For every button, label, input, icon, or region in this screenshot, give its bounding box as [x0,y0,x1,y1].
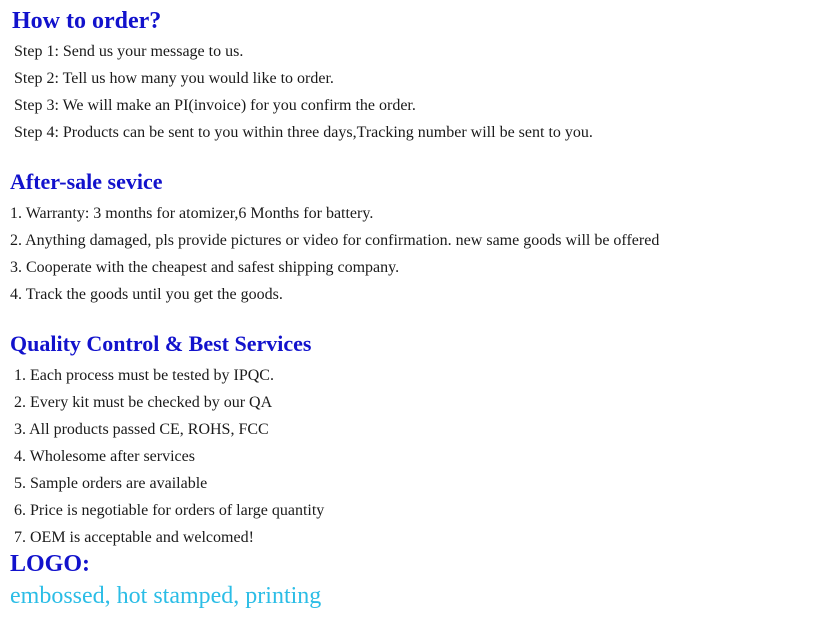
logo-heading: LOGO: [10,551,91,577]
after-sale-item-3: 3. Cooperate with the cheapest and safest shipping company. [10,259,400,276]
after-sale-item-2: 2. Anything damaged, pls provide pictures or video for confirmation. new same goods will be offered [10,232,660,249]
quality-list [14,362,324,551]
quality-item-3: 3. All products passed CE, ROHS, FCC [14,421,269,438]
after-sale-heading: After-sale sevice [10,169,163,194]
how-to-order-heading: How to order? [12,8,162,34]
quality-item-1: 1. Each process must be tested by IPQC. [14,367,274,384]
quality-item-4: 4. Wholesome after services [14,448,195,465]
quality-item-5: 5. Sample orders are available [14,475,208,492]
quality-item-2: 2. Every kit must be checked by our QA [14,394,273,411]
logo-options-text: embossed, hot stamped, printing [10,583,322,609]
quality-item-7: 7. OEM is acceptable and welcomed! [14,529,254,546]
quality-item-6: 6. Price is negotiable for orders of large quantity [14,502,325,519]
after-sale-item-4: 4. Track the goods until you get the goods. [10,286,283,303]
quality-heading: Quality Control & Best Services [10,331,312,356]
how-to-order-steps [14,38,593,146]
order-step-2: Step 2: Tell us how many you would like to order. [14,70,334,87]
after-sale-list [10,200,659,308]
order-step-1: Step 1: Send us your message to us. [14,43,244,60]
order-step-3: Step 3: We will make an PI(invoice) for you confirm the order. [14,97,416,114]
after-sale-item-1: 1. Warranty: 3 months for atomizer,6 Months for battery. [10,205,374,222]
order-step-4: Step 4: Products can be sent to you within three days,Tracking number will be sent to you. [14,124,593,141]
